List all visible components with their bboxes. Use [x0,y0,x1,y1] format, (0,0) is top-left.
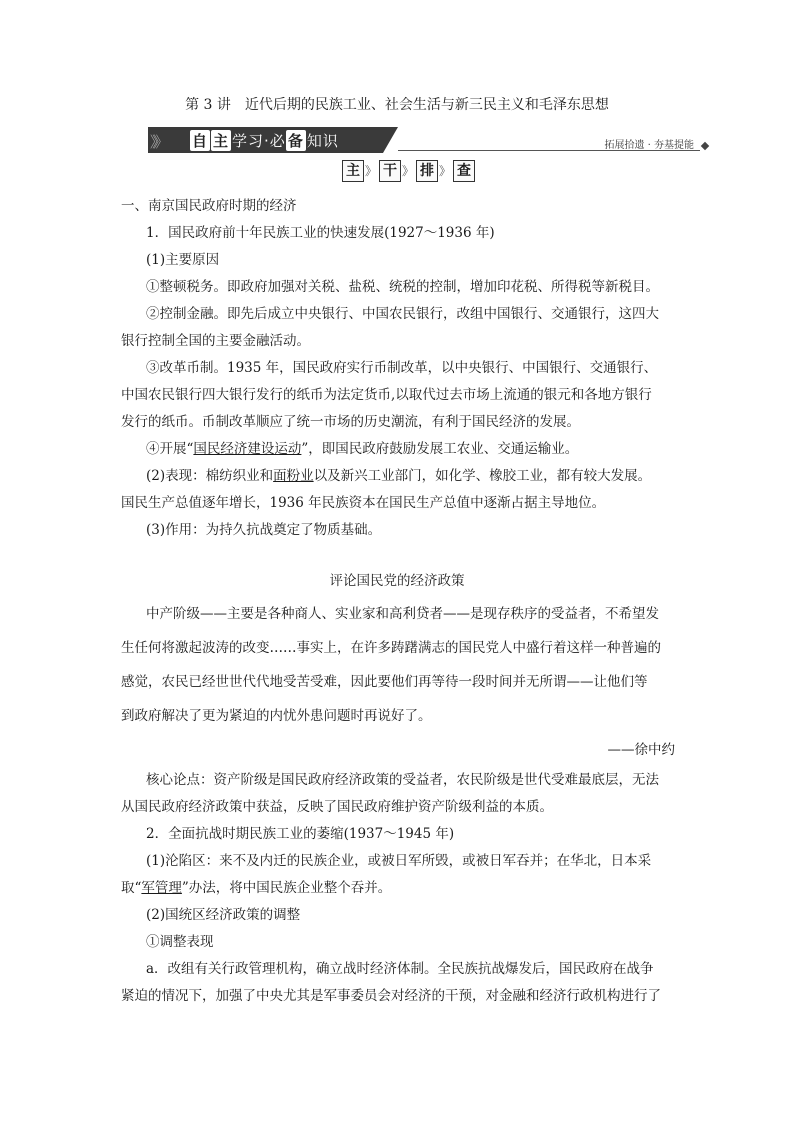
diamond-icon [701,142,709,150]
text-part: (2)表现：棉纺织业和 [146,468,274,484]
sub-banner-char: 干 [379,160,401,182]
underlined-term: 面粉业 [273,468,314,484]
quote-line: 生任何将激起波涛的改变……事实上，在许多踌躇满志的国民党人中盛行着这样一种普遍的 [121,640,661,656]
paragraph-line: 紧迫的情况下，加强了中央尤其是军事委员会对经济的干预，对金融和经济行政机构进行了 [121,988,661,1004]
quote-line: 到政府解决了更为紧迫的内忧外患问题时再说好了。 [121,708,432,724]
banner-text-part: 知识 [306,132,339,150]
quote-line: 中产阶级——主要是各种商人、实业家和高利贷者——是现存秩序的受益者，不希望发 [146,606,659,622]
section-heading: 一、南京国民政府时期的经济 [121,198,297,214]
sub-banner-char: 排 [416,160,438,182]
sub-banner [342,160,542,184]
quote-author: ——徐中约 [607,742,675,758]
banner-title [190,130,339,151]
double-chevron-icon: 》》 [150,133,165,151]
paragraph-line: ①整顿税务。即政府加强对关税、盐税、统税的控制，增加印花税、所得税等新税目。 [146,279,659,295]
paragraph-line: (2)国统区经济政策的调整 [146,907,301,923]
chevron-right-icon: 》 [365,164,378,178]
chevron-right-icon: 》 [402,164,415,178]
underlined-term: 军管理 [141,880,182,896]
paragraph-line: 国民生产总值逐年增长，1936 年民族资本在国民生产总值中逐渐占据主导地位。 [121,495,606,511]
text-part: ”，即国民政府鼓励发展工农业、交通运输业。 [301,441,579,457]
banner-char-boxed: 自 [192,132,209,150]
paragraph-line [146,437,578,457]
page-title: 第 3 讲 近代后期的民族工业、社会生活与新三民主义和毛泽东思想 [185,97,609,113]
banner-right-text: 拓展拾遗 · 夯基提能 [604,140,694,151]
paragraph-line: ②控制金融。即先后成立中央银行、中国农民银行，改组中国银行、交通银行，这四大 [146,306,659,322]
paragraph-line: a．改组有关行政管理机构，确立战时经济体制。全民族抗战爆发后，国民政府在战争 [146,961,654,977]
paragraph-line: 银行控制全国的主要金融活动。 [121,333,310,349]
paragraph-line: 中国农民银行四大银行发行的纸币为法定货币,以取代过去市场上流通的银元和各地方银行 [121,387,652,403]
sub-banner-char: 主 [342,160,364,182]
banner-text-part: 学习·必 [232,132,286,150]
subsection-heading: 2．全面抗战时期民族工业的萎缩(1937～1945 年) [146,826,455,842]
quote-line: 感觉，农民已经世世代代地受苦受难，因此要他们再等待一段时间并无所谓——让他们等 [121,674,648,690]
text-part: ”办法，将中国民族企业整个吞并。 [181,880,392,896]
paragraph-line: 从国民政府经济政策中获益，反映了国民政府维护资产阶级利益的本质。 [121,799,553,815]
paragraph-line: (1)主要原因 [146,252,220,268]
sub-banner-char: 查 [453,160,475,182]
paragraph-line [121,876,391,896]
paragraph-line: ③改革币制。1935 年，国民政府实行币制改革，以中央银行、中国银行、交通银行、 [146,360,658,376]
banner-char-boxed: 主 [213,132,230,150]
paragraph-line: (3)作用：为持久抗战奠定了物质基础。 [146,522,382,538]
text-part: ④开展“ [146,441,194,457]
underlined-term: 国民经济建设运动 [193,441,302,457]
section-banner [148,127,710,159]
chevron-right-icon: 》 [439,164,452,178]
subsection-heading: 1．国民政府前十年民族工业的快速发展(1927～1936 年) [146,225,495,241]
text-part: 以及新兴工业部门，如化学、橡胶工业，都有较大发展。 [313,468,652,484]
quote-title: 评论国民党的经济政策 [329,573,465,589]
paragraph-line: (1)沦陷区：来不及内迁的民族企业，或被日军所毁，或被日军吞并；在华北，日本采 [146,853,652,869]
banner-char-boxed: 备 [287,132,304,150]
paragraph-line [146,464,651,484]
text-part: 取“ [121,880,142,896]
paragraph-line: ①调整表现 [146,934,214,950]
paragraph-line: 核心论点：资产阶级是国民政府经济政策的受益者，农民阶级是世代受难最底层，无法 [146,772,659,788]
paragraph-line: 发行的纸币。币制改革顺应了统一市场的历史潮流，有利于国民经济的发展。 [121,414,580,430]
